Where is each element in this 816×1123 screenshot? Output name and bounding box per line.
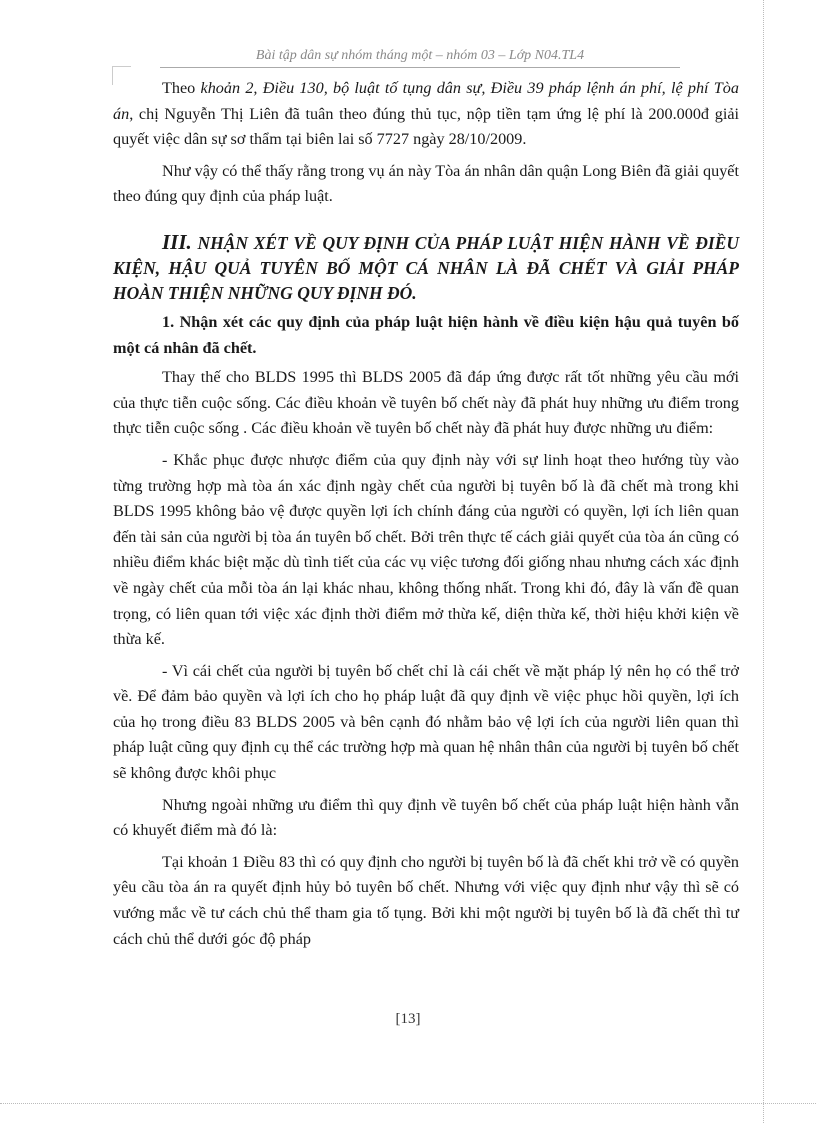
document-body bbox=[113, 76, 739, 958]
text-segment: Như vậy có thể thấy rằng trong vụ án này Tòa án nhân dân quận Long Biên đã giải quyết theo đúng quy định của pháp luật. bbox=[113, 161, 739, 206]
bottom-margin-guide bbox=[0, 1103, 816, 1104]
paragraph-fee-payment bbox=[113, 76, 739, 153]
section-title-text: NHẬN XÉT VỀ QUY ĐỊNH CỦA PHÁP LUẬT HIỆN HÀNH VỀ ĐIỀU KIỆN, HẬU QUẢ TUYÊN BỐ MỘT CÁ NHÂN LÀ ĐÃ CHẾT VÀ GIẢI PHÁP HOÀN THIỆN NHỮNG QUY ĐỊNH ĐÓ. bbox=[113, 232, 739, 303]
right-margin-guide bbox=[763, 0, 764, 1123]
paragraph: Thay thế cho BLDS 1995 thì BLDS 2005 đã đáp ứng được rất tốt những yêu cầu mới của thực tiễn cuộc sống. Các điều khoản về tuyên bố chết này đã phát huy những ưu điểm trong thực tiễn cuộc sống . Các điều khoản về tuyên bố chết này đã phát huy được những ưu điểm: bbox=[113, 368, 739, 438]
legal-reference: khoản 2, Điều 130, bộ luật tố tụng dân sự, Điều 39 pháp lệnh án phí, lệ phí Tòa án bbox=[113, 79, 739, 123]
paragraph: - Khắc phục được nhược điểm của quy định này với sự linh hoạt theo hướng tùy vào từng trường hợp mà tòa án xác định ngày chết của người bị tuyên bố là đã chết mà trong khi BLDS 1995 không bảo vệ được quyền lợi ích chính đáng của người có quyền, lợi ích liên quan đến tài sản của người bị tòa án tuyên bố chết. Bởi trên thực tế cách giải quyết của tòa án cũng có nhiều điểm khác biệt mặc dù tình tiết của các vụ việc tương đối giống nhau nhưng cách xác định về ngày chết của mỗi tòa án lại khác nhau, không thống nhất. Trong khi đó, đây là vấn đề quan trọng, có liên quan tới việc xác định thời điểm mở thừa kế, diện thừa kế, thời hiệu khởi kiện về thừa kế. bbox=[113, 450, 739, 649]
paragraph: - Vì cái chết của người bị tuyên bố chết chỉ là cái chết về mặt pháp lý nên họ có thể trở về. Để đảm bảo quyền và lợi ích cho họ pháp luật đã quy định về việc phục hồi quyền, lợi ích của họ trong điều 83 BLDS 2005 và bên cạnh đó nhằm bảo vệ lợi ích của người liên quan thì pháp luật cũng quy định cụ thể các trường hợp mà quan hệ nhân thân của người bị tuyên bố chết sẽ không được khôi phục bbox=[113, 661, 739, 783]
paragraph: Nhưng ngoài những ưu điểm thì quy định về tuyên bố chết của pháp luật hiện hành vẫn có khuyết điểm mà đó là: bbox=[113, 795, 739, 840]
section-heading bbox=[113, 230, 739, 306]
paragraph-conclusion bbox=[113, 159, 739, 210]
section-numeral: III. bbox=[162, 229, 192, 254]
running-header: Bài tập dân sự nhóm tháng một – nhóm 03 – Lớp N04.TL4 bbox=[160, 48, 680, 68]
page-number: [13] bbox=[395, 1011, 421, 1027]
paragraph: Tại khoản 1 Điều 83 thì có quy định cho người bị tuyên bố là đã chết khi trở về có quyền yêu cầu tòa án ra quyết định hủy bỏ tuyên bố chết. Nhưng với việc quy định như vậy thì sẽ có vướng mắc về tư cách chủ thể tham gia tố tụng. Bởi khi một người bị tuyên bố là đã chết thì tư cách chủ thể dưới góc độ pháp bbox=[113, 852, 739, 948]
text-segment: Theo bbox=[162, 79, 201, 97]
subsection-heading: 1. Nhận xét các quy định của pháp luật hiện hành về điều kiện hậu quả tuyên bố một cá nhân đã chết. bbox=[113, 312, 739, 357]
text-segment: , chị Nguyễn Thị Liên đã tuân theo đúng thủ tục, nộp tiền tạm ứng lệ phí là 200.000đ giải quyết việc dân sự sơ thẩm tại biên lai số 7727 ngày 28/10/2009. bbox=[113, 104, 739, 149]
